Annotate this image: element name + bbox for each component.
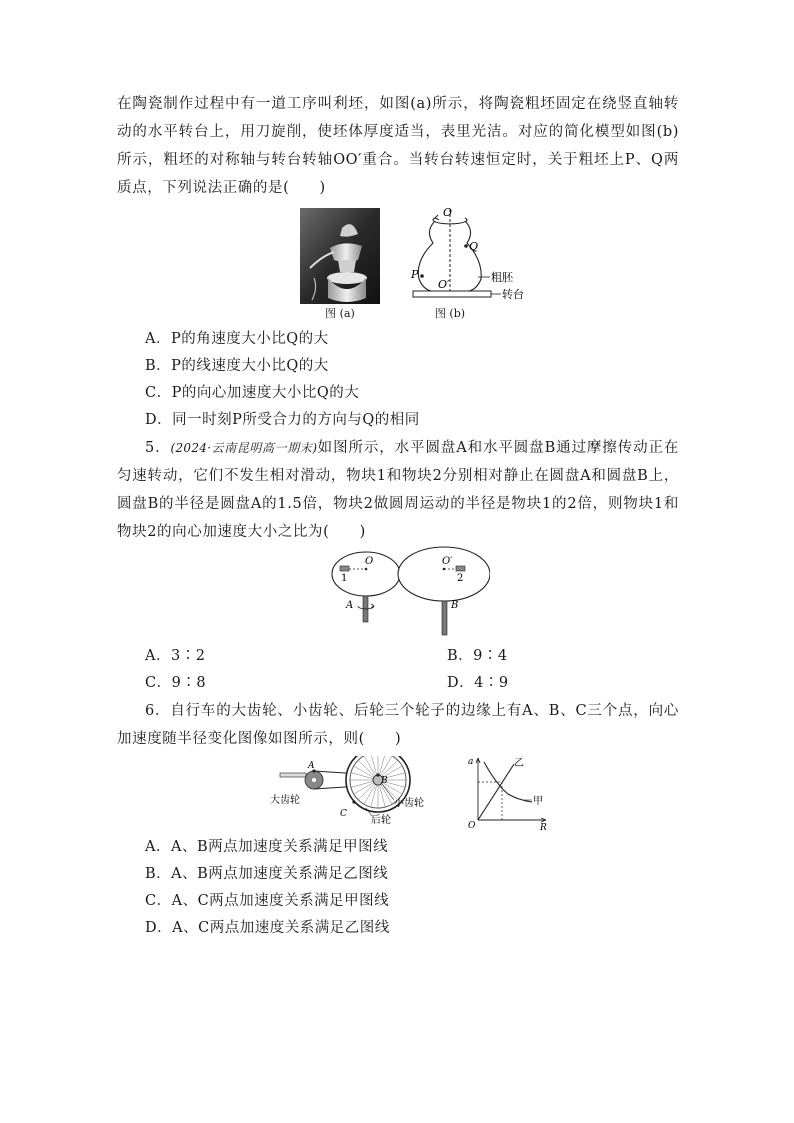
q5-source: (2024·云南昆明高一期末) — [170, 441, 318, 455]
q4-option-c[interactable]: C．P的向心加速度大小比Q的大 — [145, 385, 360, 401]
label-block-1: 1 — [341, 573, 348, 584]
turntable-shape — [413, 291, 491, 297]
bicycle-gear-diagram — [268, 756, 438, 828]
q4-option-d[interactable]: D．同一时刻P所受合力的方向与Q的相同 — [145, 412, 420, 428]
discs-diagram — [330, 546, 490, 638]
block-1 — [340, 566, 349, 571]
point-q — [464, 244, 468, 248]
label-r-axis: R — [540, 823, 547, 832]
q6-number: 6． — [145, 703, 171, 719]
label-yi: 乙 — [514, 758, 524, 769]
label-c: C — [340, 809, 347, 819]
q6-option-d[interactable]: D．A、C两点加速度关系满足乙图线 — [145, 920, 390, 936]
label-a: A — [346, 600, 354, 611]
q5-option-b[interactable]: B．9∶4 — [447, 648, 508, 664]
label-rear-wheel: 后轮 — [371, 815, 391, 826]
block-2 — [456, 566, 465, 571]
label-small-gear: 小齿轮 — [394, 798, 424, 809]
label-big-gear: 大齿轮 — [270, 795, 300, 806]
label-a-axis: a — [468, 757, 474, 767]
point-p — [420, 274, 424, 278]
q4-option-a[interactable]: A．P的角速度大小比Q的大 — [145, 331, 329, 347]
label-turntable: 转台 — [502, 288, 524, 301]
figure-a — [300, 208, 380, 318]
label-o-prime: O′ — [438, 278, 450, 291]
q6-graph-figure — [464, 754, 554, 832]
q5-stem: 如图所示，水平圆盘A和水平圆盘B通过摩擦传动正在匀速转动，它们不发生相对滑动，物块1和物块2分别相对静止在圆盘A和圆盘B上，圆盘B的半径是圆盘A的1.5倍，物块2做圆周运动的半径是物块1的2倍，则物块1和物块2的向心加速度大小之比为( ) — [117, 440, 679, 540]
label-jia: 甲 — [533, 796, 543, 807]
label-b: B — [381, 776, 388, 786]
q6-bike-figure — [268, 756, 438, 828]
figure-b-caption: 图 (b) — [434, 307, 466, 320]
q6-option-a[interactable]: A．A、B两点加速度关系满足甲图线 — [145, 839, 389, 855]
label-q: Q — [469, 240, 479, 253]
q5-option-d[interactable]: D．4∶9 — [447, 675, 509, 691]
q5-number: 5． — [145, 440, 171, 456]
point-b — [376, 773, 379, 776]
label-origin: O — [468, 821, 476, 831]
shaft-b — [442, 601, 447, 635]
label-blank: 粗胚 — [491, 271, 513, 284]
label-p: P — [411, 268, 419, 281]
q5-stem-block — [117, 434, 679, 546]
figure-b — [405, 205, 535, 320]
q6-option-c[interactable]: C．A、C两点加速度关系满足甲图线 — [145, 893, 390, 909]
q4-option-b[interactable]: B．P的线速度大小比Q的大 — [145, 358, 329, 374]
label-o: O — [365, 556, 374, 567]
point-c — [352, 800, 355, 803]
q6-stem-block — [117, 697, 679, 753]
pottery-model-diagram — [405, 205, 535, 320]
label-b: B — [451, 600, 459, 611]
label-o-prime: O′ — [442, 556, 453, 567]
label-block-2: 2 — [457, 573, 464, 584]
line-yi — [478, 764, 514, 820]
q5-option-a[interactable]: A．3∶2 — [145, 648, 206, 664]
figure-a-caption: 图 (a) — [325, 307, 355, 320]
q5-figure — [330, 546, 490, 638]
q6-option-b[interactable]: B．A、B两点加速度关系满足乙图线 — [145, 866, 389, 882]
pottery-photo-image — [300, 208, 380, 318]
label-a: A — [308, 761, 315, 771]
label-o: O — [443, 206, 453, 219]
q4-stem: 在陶瓷制作过程中有一道工序叫利坯，如图(a)所示，将陶瓷粗坯固定在绕竖直轴转动的水平转台上，用刀旋削，使坯体厚度适当，表里光洁。对应的简化模型如图(b)所示，粗坯的对称轴与转台转轴OO′重合。当转台转速恒定时，关于粗坯上P、Q两质点，下列说法正确的是( ) — [117, 96, 679, 196]
q5-option-c[interactable]: C．9∶8 — [145, 675, 207, 691]
q6-stem: 自行车的大齿轮、小齿轮、后轮三个轮子的边缘上有A、B、C三个点，向心加速度随半径变化图像如图所示，则( ) — [117, 703, 679, 747]
acceleration-radius-graph — [464, 754, 554, 832]
